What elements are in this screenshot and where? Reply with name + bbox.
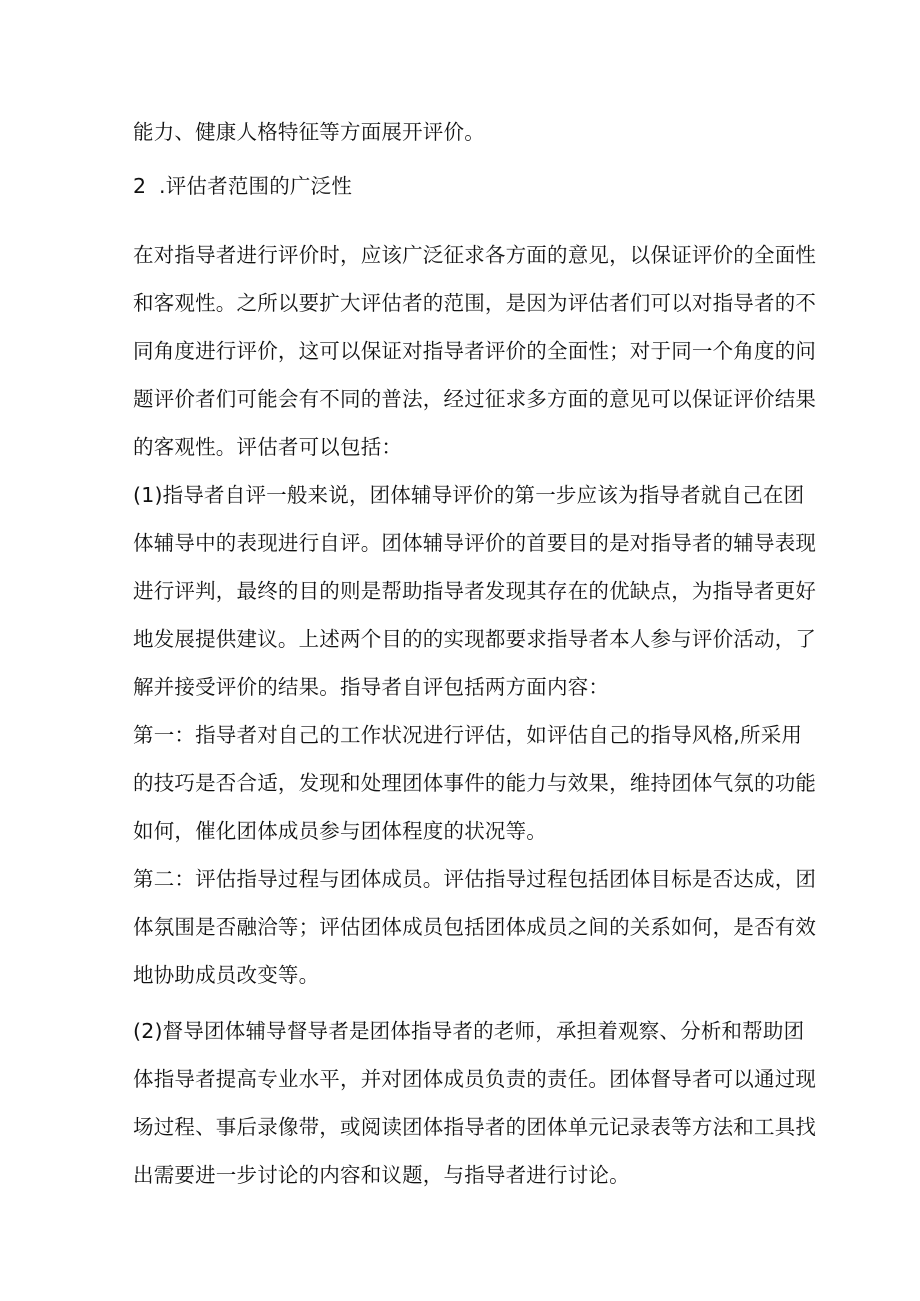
paragraph-line: 体辅导中的表现进行自评。团体辅导评价的首要目的是对指导者的辅导表现 [133, 531, 817, 555]
paragraph-line: 的客观性。评估者可以包括： [133, 435, 403, 459]
paragraph-line: 地协助成员改变等。 [133, 963, 320, 987]
paragraph-line: 如何，催化团体成员参与团体程度的状况等。 [133, 819, 547, 843]
paragraph-line: 进行评判，最终的目的则是帮助指导者发现其存在的优缺点，为指导者更好 [133, 579, 817, 603]
paragraph-line: 的技巧是否合适，发现和处理团体事件的能力与效果，维持团体气氛的功能 [133, 771, 817, 795]
paragraph-line: (1)指导者自评一般来说，团体辅导评价的第一步应该为指导者就自己在团 [133, 483, 805, 507]
heading-number: 2 [133, 174, 147, 198]
paragraph-line: 在对指导者进行评价时，应该广泛征求各方面的意见，以保证评价的全面性 [133, 243, 817, 267]
heading-text: .评估者范围的广泛性 [159, 174, 353, 198]
paragraph-line: 地发展提供建议。上述两个目的的实现都要求指导者本人参与评价活动，了 [133, 627, 817, 651]
paragraph-line: 体氛围是否融洽等；评估团体成员包括团体成员之间的关系如何，是否有效 [133, 915, 817, 939]
paragraph-line: 和客观性。之所以要扩大评估者的范围，是因为评估者们可以对指导者的不 [133, 291, 817, 315]
paragraph-line: (2)督导团体辅导督导者是团体指导者的老师，承担着观察、分析和帮助团 [133, 1019, 805, 1043]
paragraph-line: 题评价者们可能会有不同的普法，经过征求多方面的意见可以保证评价结果 [133, 387, 817, 411]
section-heading [133, 174, 793, 198]
paragraph-line: 体指导者提高专业水平，并对团体成员负责的责任。团体督导者可以通过现 [133, 1067, 817, 1091]
paragraph-line: 出需要进一步讨论的内容和议题，与指导者进行讨论。 [133, 1163, 630, 1187]
paragraph-line: 同角度进行评价，这可以保证对指导者评价的全面性；对于同一个角度的问 [133, 339, 817, 363]
paragraph-line: 场过程、事后录像带，或阅读团体指导者的团体单元记录表等方法和工具找 [133, 1115, 817, 1139]
paragraph-line: 第二：评估指导过程与团体成员。评估指导过程包括团体目标是否达成，团 [133, 867, 817, 891]
paragraph-line: 能力、健康人格特征等方面展开评价。 [133, 120, 485, 144]
paragraph-line: 第一：指导者对自己的工作状况进行评估，如评估自己的指导风格,所采用 [133, 723, 803, 747]
paragraph-line: 解并接受评价的结果。指导者自评包括两方面内容： [133, 675, 610, 699]
